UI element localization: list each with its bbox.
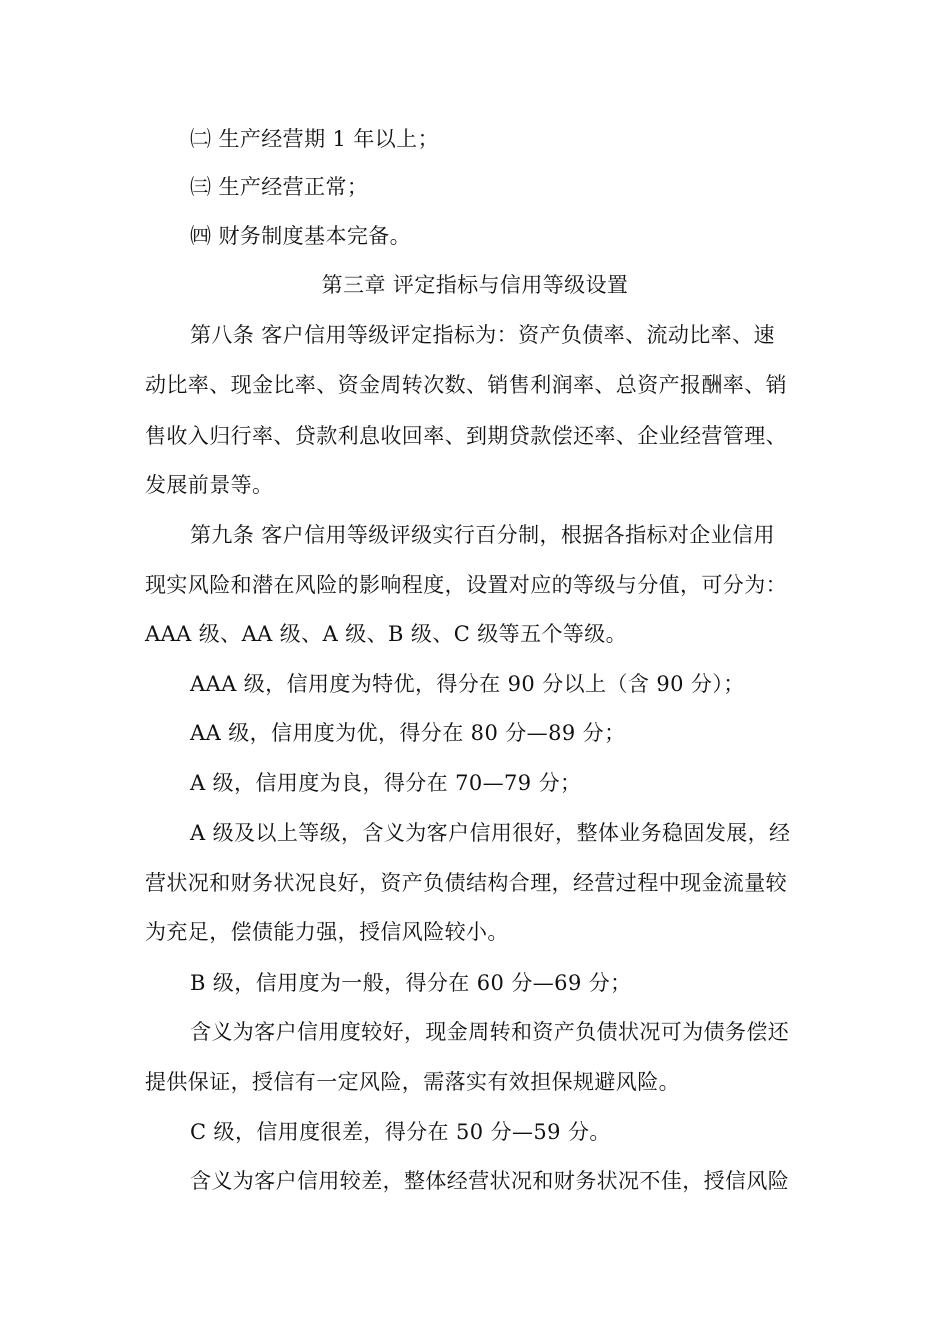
paragraph-line: 发展前景等。 [145, 473, 274, 497]
paragraph-line: 为充足，偿债能力强，授信风险较小。 [145, 920, 509, 944]
paragraph-line: 现实风险和潜在风险的影响程度，设置对应的等级与分值，可分为： [145, 573, 787, 597]
paragraph-line: A 级及以上等级，含义为客户信用很好，整体业务稳固发展，经 [190, 821, 791, 845]
paragraph-line: B 级，信用度为一般，得分在 60 分—69 分； [190, 971, 632, 995]
paragraph-line: 含义为客户信用较差，整体经营状况和财务状况不佳，授信风险 [190, 1169, 790, 1193]
paragraph-line: A 级，信用度为良，得分在 70—79 分； [190, 771, 582, 795]
paragraph-line: 第九条 客户信用等级评级实行百分制，根据各指标对企业信用 [190, 523, 775, 547]
paragraph-line: 含义为客户信用度较好，现金周转和资产负债状况可为债务偿还 [190, 1020, 790, 1044]
paragraph-line: 售收入归行率、贷款利息收回率、到期贷款偿还率、企业经营管理、 [145, 424, 787, 448]
paragraph-line: 提供保证，授信有一定风险，需落实有效担保规避风险。 [145, 1070, 680, 1094]
list-item-2: ㈡ 生产经营期 1 年以上； [190, 127, 439, 151]
paragraph-line: AA 级，信用度为优，得分在 80 分—89 分； [190, 721, 626, 745]
chapter-heading: 第三章 评定指标与信用等级设置 [321, 273, 629, 297]
paragraph-line: 动比率、现金比率、资金周转次数、销售利润率、总资产报酬率、销 [145, 373, 787, 397]
paragraph-line: AAA 级、AA 级、A 级、B 级、C 级等五个等级。 [145, 622, 628, 646]
paragraph-line: AAA 级，信用度为特优，得分在 90 分以上（含 90 分）； [190, 672, 745, 696]
paragraph-line: C 级，信用度很差，得分在 50 分—59 分。 [190, 1120, 611, 1144]
paragraph-line: 营状况和财务状况良好，资产负债结构合理，经营过程中现金流量较 [145, 871, 787, 895]
paragraph-line: 第八条 客户信用等级评定指标为：资产负债率、流动比率、速 [190, 323, 775, 347]
list-item-3: ㈢ 生产经营正常； [190, 175, 369, 199]
list-item-4: ㈣ 财务制度基本完备。 [190, 224, 412, 248]
